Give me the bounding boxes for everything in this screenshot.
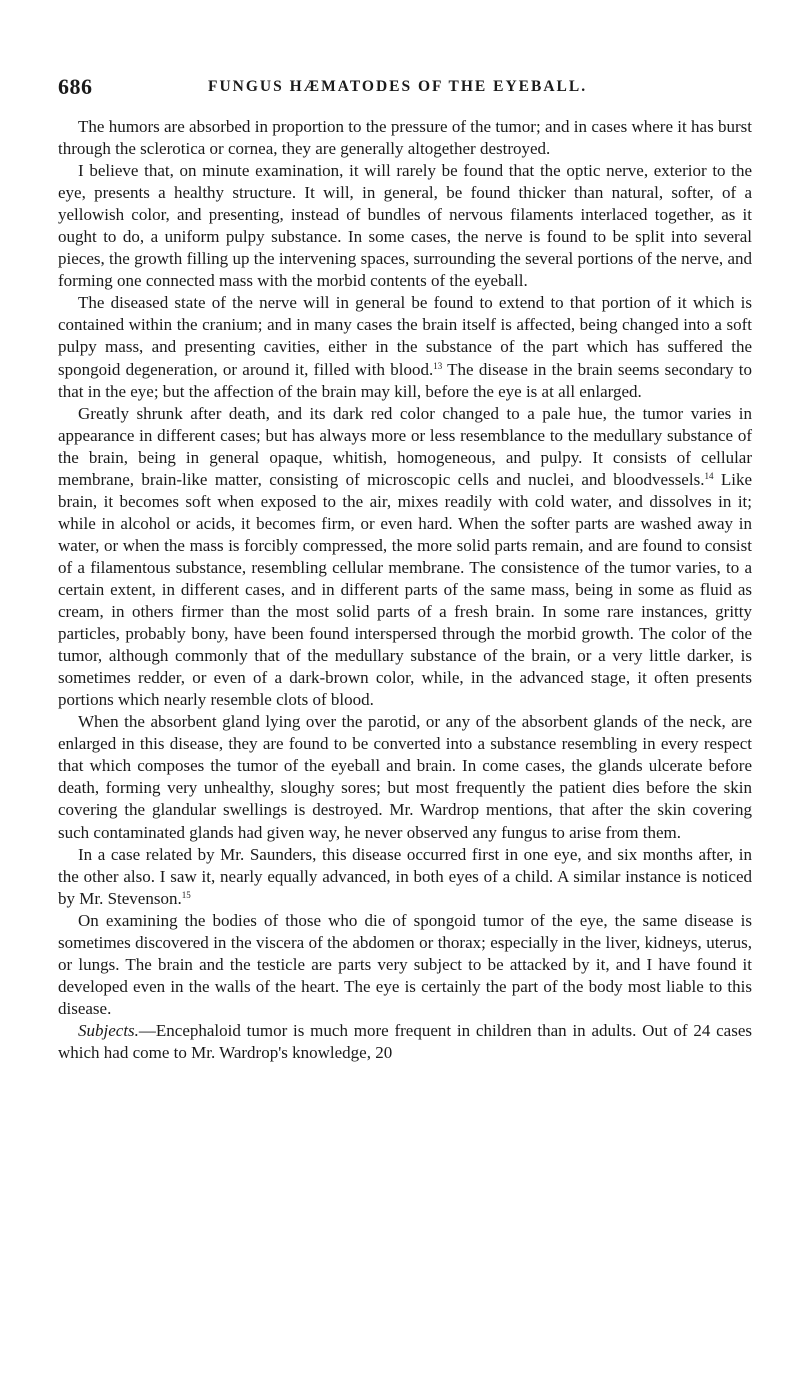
paragraph: The diseased state of the nerve will in general be found to extend to that portion of it which is contained within the cranium; and in many cases the brain itself is affected, being changed into a soft pulpy mass, and presenting cavities, either in the substance of the part which has suffered the spongoid degeneration, or around it, filled with blood.$^{13}$ The disease in the brain seems secondary to that in the eye; but the affection of the brain may kill, before the eye is at all enlarged. bbox=[58, 293, 753, 401]
footnote-ref: 15 bbox=[181, 889, 191, 900]
running-header bbox=[58, 74, 752, 102]
page-number: 686 bbox=[58, 74, 93, 99]
running-title: FUNGUS HÆMATODES OF THE EYEBALL. bbox=[208, 78, 588, 95]
footnote-ref: 13 bbox=[433, 360, 443, 371]
body-text bbox=[58, 116, 752, 1064]
paragraph: On examining the bodies of those who die of spongoid tumor of the eye, the same disease is sometimes discovered in the viscera of the abdomen or thorax; especially in the liver, kidneys, uterus, or lungs. The brain and the testicle are parts very subject to be attacked by it, and I have found it developed even in the walls of the heart. The eye is certainly the part of the body most liable to this disease. bbox=[58, 910, 752, 1018]
paragraph: The humors are absorbed in proportion to the pressure of the tumor; and in cases where it has burst through the sclerotica or cornea, they are generally altogether destroyed. bbox=[58, 117, 752, 159]
book-page bbox=[58, 74, 752, 1064]
section-label: Subjects. bbox=[78, 1020, 139, 1040]
footnote-ref: 14 bbox=[704, 470, 714, 481]
paragraph: When the absorbent gland lying over the parotid, or any of the absorbent glands of the neck, are enlarged in this disease, they are found to be converted into a substance resembling in every respect that which composes the tumor of the eyeball and brain. In come cases, the glands ulcerate before death, forming very unhealthy, sloughy sores; but most frequently the patient dies before the skin covering the glandular swellings is destroyed. Mr. Wardrop mentions, that after the skin covering such contaminated glands had given way, he never observed any fungus to arise from them. bbox=[58, 712, 752, 842]
paragraph: Subjects.—Encephaloid tumor is much more frequent in children than in adults. Out of 24 cases which had come to Mr. Wardrop's knowledge, 20 bbox=[58, 1020, 752, 1062]
paragraph: Greatly shrunk after death, and its dark red color changed to a pale hue, the tumor varies in appearance in different cases; but has always more or less resemblance to the medullary substance of the brain, being in general opaque, whitish, homogeneous, and pulpy. It consists of cellular membrane, brain-like matter, consisting of microscopic cells and nuclei, and bloodvessels.$^{14}$ Like brain, it becomes soft when exposed to the air, mixes readily with cold water, and dissolves in it; while in alcohol or acids, it becomes firm, or even hard. When the softer parts are washed away in water, or when the mass is forcibly compressed, the more solid parts remain, and are found to consist of a filamentous substance, resembling cellular membrane. The consistence of the tumor varies, to a certain extent, in different cases, and in different parts of the same mass, being in some as fluid as cream, in others firmer than the most solid parts of a fresh brain. In some rare instances, gritty particles, probably bony, have been found interspersed through the morbid growth. The color of the tumor, although commonly that of the medullary substance of the brain, or a very little darker, is sometimes redder, or even of a dark-brown color, while, in the advanced stage, it often presents portions which nearly resemble clots of blood. bbox=[58, 403, 753, 710]
paragraph: I believe that, on minute examination, it will rarely be found that the optic nerve, exterior to the eye, presents a healthy structure. It will, in general, be found thicker than natural, softer, of a yellowish color, and presenting, instead of bundles of nervous filaments interlaced together, as it ought to do, a uniform pulpy substance. In some cases, the nerve is found to be split into several pieces, the growth filling up the intervening spaces, surrounding the several portions of the nerve, and forming one connected mass with the morbid contents of the eyeball. bbox=[58, 161, 752, 291]
paragraph: In a case related by Mr. Saunders, this disease occurred first in one eye, and six months after, in the other also. I saw it, nearly equally advanced, in both eyes of a child. A similar instance is noticed by Mr. Stevenson.$^{15}$ bbox=[58, 844, 752, 908]
